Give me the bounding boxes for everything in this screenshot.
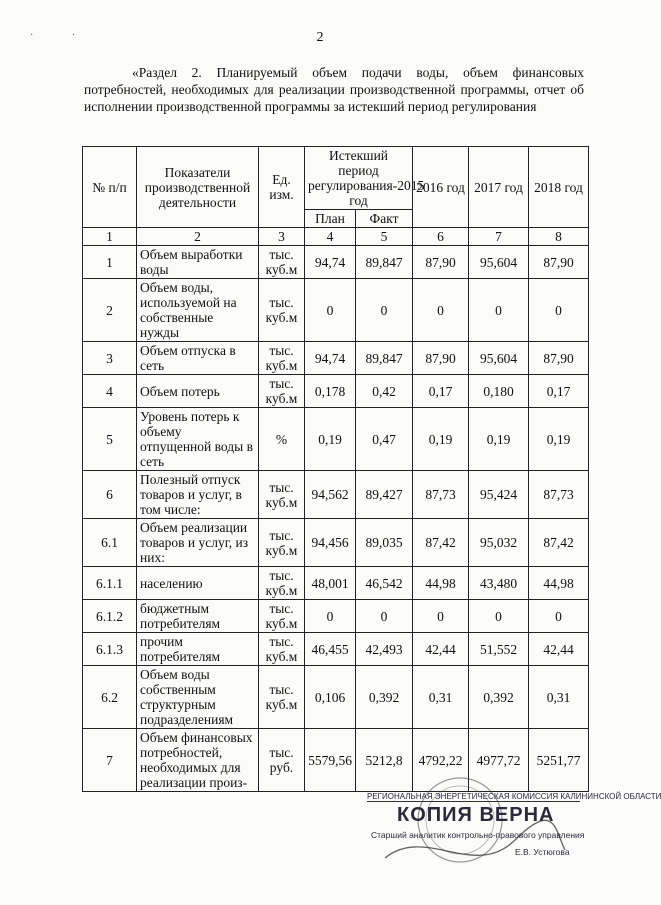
col-number: 6 bbox=[413, 228, 469, 246]
row-fact: 0,42 bbox=[356, 375, 413, 408]
header-2018: 2018 год bbox=[529, 147, 589, 228]
row-2017: 0 bbox=[469, 600, 529, 633]
row-fact: 89,427 bbox=[356, 471, 413, 519]
table-row bbox=[83, 471, 589, 519]
row-fact: 0 bbox=[356, 600, 413, 633]
row-2017: 51,552 bbox=[469, 633, 529, 666]
row-indicator: Объем реализации товаров и услуг, из них: bbox=[137, 519, 259, 567]
row-2018: 0 bbox=[529, 279, 589, 342]
row-number: 3 bbox=[83, 342, 137, 375]
header-fact: Факт bbox=[356, 210, 413, 228]
col-number: 4 bbox=[305, 228, 356, 246]
row-number: 6 bbox=[83, 471, 137, 519]
stamp-copy-verified: КОПИЯ ВЕРНА bbox=[397, 804, 555, 826]
row-indicator: Объем финансовых потребностей, необходимых для реализации произ- bbox=[137, 729, 259, 792]
row-2016: 0,17 bbox=[413, 375, 469, 408]
column-numbers-row bbox=[83, 228, 589, 246]
row-unit: тыс. куб.м bbox=[259, 567, 305, 600]
row-2017: 43,480 bbox=[469, 567, 529, 600]
row-2017: 0,19 bbox=[469, 408, 529, 471]
row-fact: 46,542 bbox=[356, 567, 413, 600]
table-row bbox=[83, 408, 589, 471]
table-row bbox=[83, 519, 589, 567]
row-plan: 94,456 bbox=[305, 519, 356, 567]
row-indicator: населению bbox=[137, 567, 259, 600]
row-unit: тыс. куб.м bbox=[259, 246, 305, 279]
col-number: 8 bbox=[529, 228, 589, 246]
header-2016: 2016 год bbox=[413, 147, 469, 228]
row-indicator: Объем отпуска в сеть bbox=[137, 342, 259, 375]
row-2017: 0,180 bbox=[469, 375, 529, 408]
row-number: 6.1.2 bbox=[83, 600, 137, 633]
row-2016: 0 bbox=[413, 600, 469, 633]
row-unit: % bbox=[259, 408, 305, 471]
row-number: 2 bbox=[83, 279, 137, 342]
row-fact: 0,47 bbox=[356, 408, 413, 471]
stamp-signer: Е.В. Устюгова bbox=[515, 847, 570, 857]
row-number: 4 bbox=[83, 375, 137, 408]
page-number: 2 bbox=[316, 30, 324, 45]
row-2018: 0,31 bbox=[529, 666, 589, 729]
row-fact: 42,493 bbox=[356, 633, 413, 666]
row-unit: тыс. куб.м bbox=[259, 471, 305, 519]
col-number: 7 bbox=[469, 228, 529, 246]
row-2018: 0,17 bbox=[529, 375, 589, 408]
row-indicator: Объем воды собственным структурным подразделениям bbox=[137, 666, 259, 729]
row-plan: 0,106 bbox=[305, 666, 356, 729]
row-unit: тыс. куб.м bbox=[259, 666, 305, 729]
row-2018: 5251,77 bbox=[529, 729, 589, 792]
row-unit: тыс. куб.м bbox=[259, 375, 305, 408]
header-plan: План bbox=[305, 210, 356, 228]
row-plan: 0,19 bbox=[305, 408, 356, 471]
header-row bbox=[83, 147, 589, 210]
col-number: 3 bbox=[259, 228, 305, 246]
row-2016: 44,98 bbox=[413, 567, 469, 600]
row-plan: 46,455 bbox=[305, 633, 356, 666]
row-unit: тыс. руб. bbox=[259, 729, 305, 792]
stamp-organization: РЕГИОНАЛЬНАЯ ЭНЕРГЕТИЧЕСКАЯ КОМИССИЯ КАЛИНИНСКОЙ ОБЛАСТИ bbox=[367, 792, 661, 801]
row-plan: 48,001 bbox=[305, 567, 356, 600]
row-plan: 94,562 bbox=[305, 471, 356, 519]
row-fact: 0 bbox=[356, 279, 413, 342]
row-number: 6.1.3 bbox=[83, 633, 137, 666]
row-unit: тыс. куб.м bbox=[259, 519, 305, 567]
row-indicator: Уровень потерь к объему отпущенной воды в сеть bbox=[137, 408, 259, 471]
row-2017: 0,392 bbox=[469, 666, 529, 729]
table-row bbox=[83, 567, 589, 600]
row-plan: 0 bbox=[305, 279, 356, 342]
row-number: 5 bbox=[83, 408, 137, 471]
col-number: 5 bbox=[356, 228, 413, 246]
row-unit: тыс. куб.м bbox=[259, 600, 305, 633]
header-indicator: Показатели производственной деятельности bbox=[137, 147, 259, 228]
row-plan: 0 bbox=[305, 600, 356, 633]
row-indicator: Объем потерь bbox=[137, 375, 259, 408]
row-2018: 87,90 bbox=[529, 342, 589, 375]
table-row bbox=[83, 600, 589, 633]
header-unit: Ед. изм. bbox=[259, 147, 305, 228]
row-2016: 87,90 bbox=[413, 342, 469, 375]
row-indicator: Полезный отпуск товаров и услуг, в том числе: bbox=[137, 471, 259, 519]
table-row bbox=[83, 666, 589, 729]
row-plan: 0,178 bbox=[305, 375, 356, 408]
row-number: 6.2 bbox=[83, 666, 137, 729]
row-2017: 95,604 bbox=[469, 246, 529, 279]
row-number: 1 bbox=[83, 246, 137, 279]
row-plan: 94,74 bbox=[305, 342, 356, 375]
row-2018: 0,19 bbox=[529, 408, 589, 471]
row-2018: 87,73 bbox=[529, 471, 589, 519]
row-number: 6.1 bbox=[83, 519, 137, 567]
row-2016: 4792,22 bbox=[413, 729, 469, 792]
table-row bbox=[83, 633, 589, 666]
row-2016: 42,44 bbox=[413, 633, 469, 666]
row-2018: 0 bbox=[529, 600, 589, 633]
row-indicator: прочим потребителям bbox=[137, 633, 259, 666]
row-2017: 95,604 bbox=[469, 342, 529, 375]
header-past-period: Истекший период регулирования-2015 год bbox=[305, 147, 413, 210]
row-2017: 95,424 bbox=[469, 471, 529, 519]
scan-specks: · · bbox=[30, 30, 94, 41]
table-row bbox=[83, 342, 589, 375]
row-indicator: Объем воды, используемой на собственные нужды bbox=[137, 279, 259, 342]
row-plan: 94,74 bbox=[305, 246, 356, 279]
row-2016: 0,31 bbox=[413, 666, 469, 729]
section-heading bbox=[84, 64, 584, 115]
col-number: 1 bbox=[83, 228, 137, 246]
row-2016: 87,90 bbox=[413, 246, 469, 279]
certified-copy-stamp bbox=[365, 792, 661, 860]
row-2016: 87,73 bbox=[413, 471, 469, 519]
header-2017: 2017 год bbox=[469, 147, 529, 228]
row-2018: 42,44 bbox=[529, 633, 589, 666]
table-row bbox=[83, 279, 589, 342]
row-2016: 0,19 bbox=[413, 408, 469, 471]
col-number: 2 bbox=[137, 228, 259, 246]
row-2017: 95,032 bbox=[469, 519, 529, 567]
row-2018: 44,98 bbox=[529, 567, 589, 600]
row-2016: 0 bbox=[413, 279, 469, 342]
row-plan: 5579,56 bbox=[305, 729, 356, 792]
row-2018: 87,90 bbox=[529, 246, 589, 279]
row-number: 6.1.1 bbox=[83, 567, 137, 600]
row-unit: тыс. куб.м bbox=[259, 342, 305, 375]
row-fact: 89,847 bbox=[356, 342, 413, 375]
header-num: № п/п bbox=[83, 147, 137, 228]
row-fact: 5212,8 bbox=[356, 729, 413, 792]
row-fact: 89,035 bbox=[356, 519, 413, 567]
row-fact: 89,847 bbox=[356, 246, 413, 279]
row-number: 7 bbox=[83, 729, 137, 792]
row-2018: 87,42 bbox=[529, 519, 589, 567]
row-2017: 4977,72 bbox=[469, 729, 529, 792]
row-2016: 87,42 bbox=[413, 519, 469, 567]
table-row bbox=[83, 375, 589, 408]
row-fact: 0,392 bbox=[356, 666, 413, 729]
section-heading-text: «Раздел 2. Планируемый объем подачи воды, объем финансовых потребностей, необходимых для реализации производственной программы, отчет об исполнении производственной программы за истекший период регулирования bbox=[84, 65, 584, 114]
row-indicator: бюджетным потребителям bbox=[137, 600, 259, 633]
row-indicator: Объем выработки воды bbox=[137, 246, 259, 279]
production-program-table bbox=[82, 146, 589, 792]
row-unit: тыс. куб.м bbox=[259, 633, 305, 666]
row-2017: 0 bbox=[469, 279, 529, 342]
row-unit: тыс. куб.м bbox=[259, 279, 305, 342]
table-row bbox=[83, 246, 589, 279]
stamp-position: Старший аналитик контрольно-правового управления bbox=[371, 830, 585, 840]
